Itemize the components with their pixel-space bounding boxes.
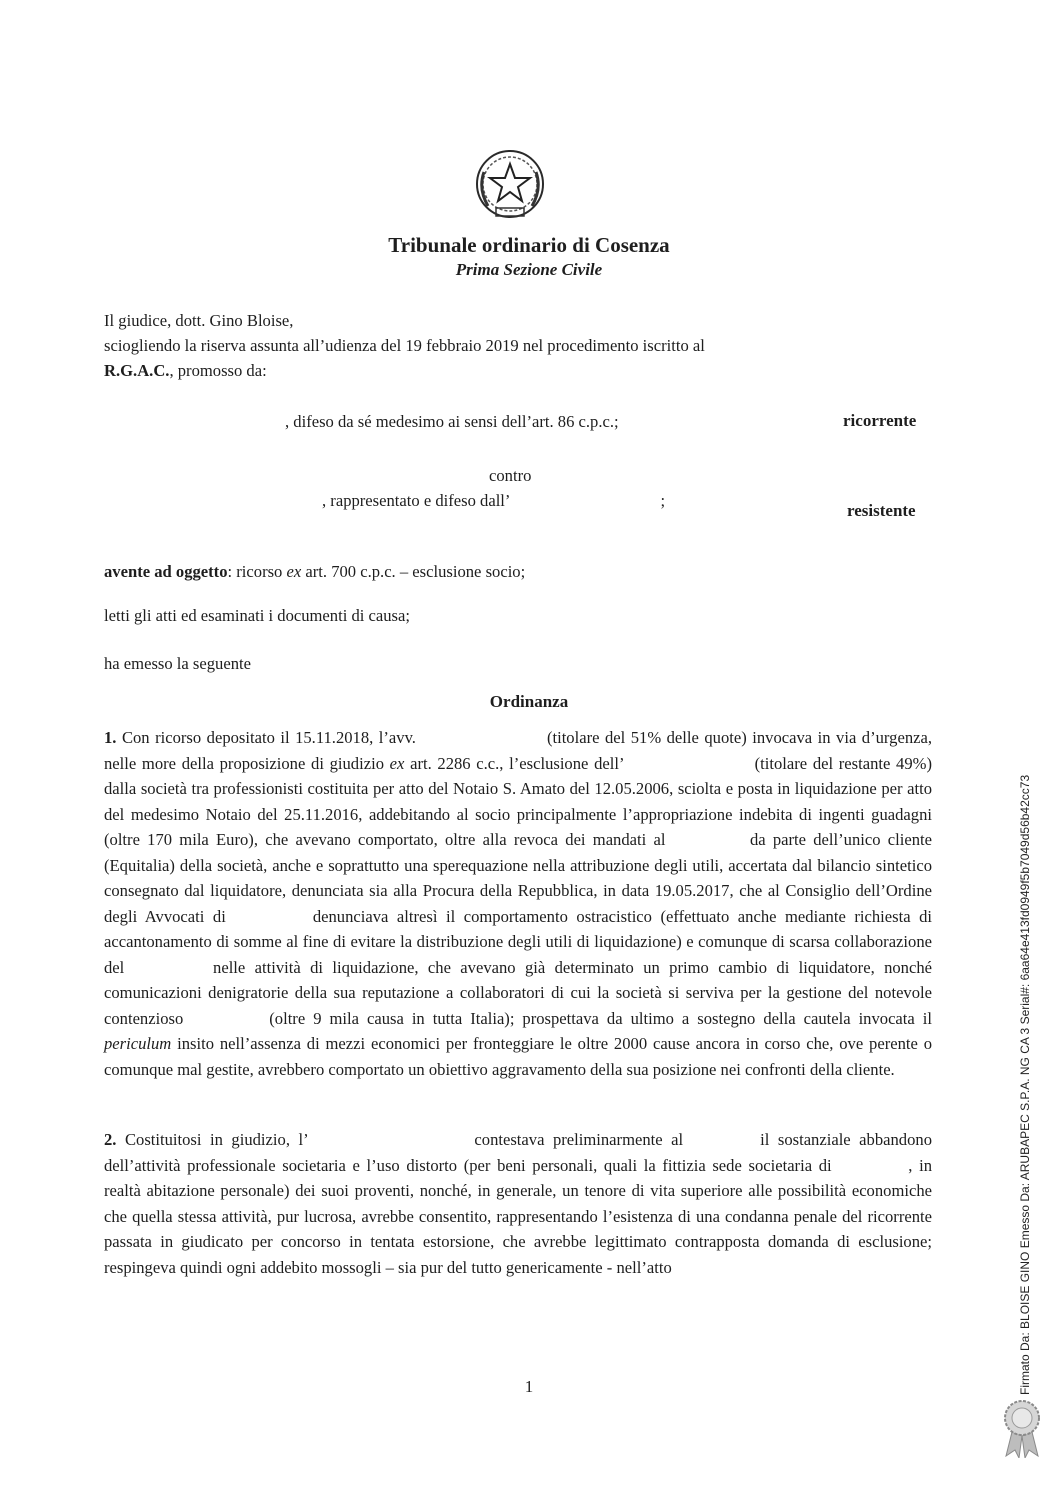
defendant-line: , rappresentato e difeso dall’ ; <box>322 491 666 510</box>
page-number: 1 <box>524 1377 534 1396</box>
plaintiff-role: ricorrente <box>843 411 917 430</box>
court-section: Prima Sezione Civile <box>455 260 603 279</box>
rgac-line: R.G.A.C., promosso da: <box>104 361 267 380</box>
plaintiff-line: , difeso da sé medesimo ai sensi dell’art. 86 c.p.c.; <box>285 412 619 431</box>
recital-read: letti gli atti ed esaminati i documenti di causa; <box>104 606 410 625</box>
subject-line: avente ad oggetto: ricorso ex art. 700 c.p.c. – esclusione socio; <box>104 562 526 581</box>
republic-emblem-icon <box>470 144 550 226</box>
digital-signature-text: Firmato Da: BLOISE GINO Emesso Da: ARUBAPEC S.P.A. NG CA 3 Serial#: 6aa64e413fd0949f5b7049d56b42cc73 <box>1018 774 1032 1395</box>
contro-label: contro <box>489 466 532 485</box>
court-name: Tribunale ordinario di Cosenza <box>388 233 670 257</box>
ordinanza-title: Ordinanza <box>489 692 569 711</box>
paragraph-2: 2. Costituitosi in giudizio, l’ contestava preliminarmente al il sostanziale abbandono dell’attività professionale societaria e l’uso distorto (per beni personali, quali la fittizia sede societaria di , in realtà abitazione personale) dei suoi proventi, nonché, in generale, un tenore di vita superiore alle possibilità economiche che quella stessa attività, pur lucrosa, avrebbe consentito, rappresentando l’esistenza di una condanna penale del ricorrente passata in giudicato per concorso in tentata estorsione, che avrebbe legittimato contrapposta domanda di esclusione; respingeva quindi ogni addebito mossogli – sia pur del tutto genericamente - nell’atto <box>104 1130 932 1277</box>
paragraph-1: 1. Con ricorso depositato il 15.11.2018, l’avv. (titolare del 51% delle quote) invocava in via d’urgenza, nelle more della proposizione di giudizio ex art. 2286 c.c., l’esclusione dell’ (titolare del restante 49%) dalla società tra professionisti costituita per atto del Notaio S. Amato del 12.05.2006, sciolta e posta in liquidazione per atto del medesimo Notaio del 25.11.2016, addebitando al socio principalmente l’appropriazione indebita di ingenti guadagni (oltre 170 mila Euro), che avevano comportato, oltre alla revoca dei mandati al da parte dell’unico cliente (Equitalia) della società, anche e soprattutto una sperequazione nella attribuzione degli utili, accertata dal bilancio sintetico consegnato dal liquidatore, denunciata sia alla Procura della Repubblica, in data 19.05.2017, che al Consiglio dell’Ordine degli Avvocati di denunciava altresì il comportamento ostracistico (effettuato anche mediante richiesta di accantonamento di somme al fine di evitare la distribuzione degli utili di liquidazione) e comunque di scarsa collaborazione del nelle attività di liquidazione, che avevano già determinato un primo cambio di liquidatore, nonché comunicazioni denigratorie della sua reputazione a collaboratori di cui la società si serviva per la gestione del notevole contenzioso (oltre 9 mila causa in tutta Italia); prospettava da ultimo a sostegno della cautela invocata il periculum insito nell’assenza di mezzi economici per fronteggiare le oltre 2000 cause ancora in corso che, ove perente o comunque mal gestite, avrebbero comportato un obiettivo aggravamento della sua posizione nei confronti della cliente. <box>104 728 933 1079</box>
defendant-role: resistente <box>847 501 916 520</box>
judge-line: Il giudice, dott. Gino Bloise, <box>104 311 294 330</box>
certification-seal-icon <box>1000 1398 1044 1458</box>
recital-issued: ha emesso la seguente <box>104 654 251 673</box>
reserve-line: sciogliendo la riserva assunta all’udienza del 19 febbraio 2019 nel procedimento iscritto al <box>104 336 799 356</box>
